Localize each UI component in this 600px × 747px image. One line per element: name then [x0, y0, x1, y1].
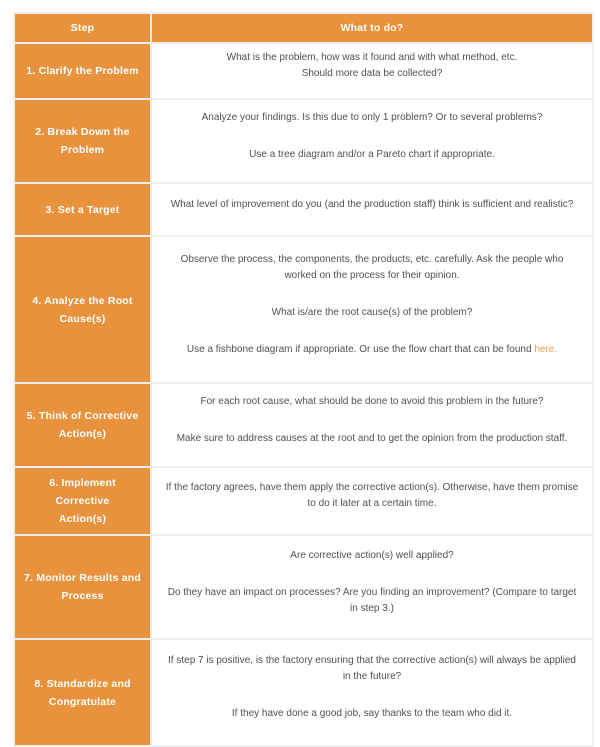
table-row [14, 236, 593, 383]
todo-cell-3 [151, 183, 593, 236]
problem-solving-steps-table [13, 12, 594, 747]
step-label: 4. Analyze the Root [32, 294, 133, 307]
step-cell-2 [14, 99, 151, 183]
step-label: 5. Think of Corrective [26, 410, 139, 422]
step-label: Action(s) [58, 513, 107, 525]
step-cell-7 [14, 535, 151, 639]
todo-text: If they have done a good job, say thanks to the team who did it. [231, 708, 513, 719]
todo-cell-6 [151, 467, 593, 535]
table-row [14, 639, 593, 746]
todo-text: Are corrective action(s) well applied? [290, 549, 454, 561]
todo-text: Use a fishbone diagram if appropriate. Or use the flow chart that can be found here. [186, 343, 558, 355]
todo-text: Make sure to address causes at the root and to get the opinion from the production staff. [176, 432, 568, 444]
todo-cell-1 [151, 43, 593, 99]
step-cell-3 [14, 183, 151, 236]
table-row [14, 99, 593, 183]
step-label: 6. Implement Corrective [49, 477, 116, 507]
todo-text: Analyze your findings. Is this due to only 1 problem? Or to several problems? [201, 111, 543, 123]
step-cell-8 [14, 639, 151, 746]
todo-text: If the factory agrees, have them apply the corrective action(s). Otherwise, have them promise to do it later at a certain time. [165, 482, 579, 509]
step-label: Problem [60, 144, 105, 156]
todo-cell-5 [151, 383, 593, 467]
table-row [14, 183, 593, 236]
column-header-what-to-do: What to do? [151, 13, 593, 43]
todo-text: Observe the process, the components, the products, etc. carefully. Ask the people who worked on the process for their opinion. [180, 253, 564, 281]
todo-cell-7 [151, 535, 593, 639]
todo-text: What is/are the root cause(s) of the problem? [271, 306, 473, 318]
header-row [14, 13, 593, 43]
todo-text: Use a tree diagram and/or a Pareto chart if appropriate. [249, 148, 495, 160]
table-row [14, 43, 593, 99]
step-cell-6 [14, 467, 151, 535]
todo-cell-2 [151, 99, 593, 183]
todo-cell-8 [151, 639, 593, 746]
todo-cell-4 [151, 236, 593, 383]
step-label: Congratulate [48, 695, 117, 708]
step-label: Action(s) [58, 428, 107, 440]
table-row [14, 383, 593, 467]
step-cell-4 [14, 236, 151, 383]
todo-text: For each root cause, what should be done to avoid this problem in the future? [200, 395, 544, 407]
step-label: 3. Set a Target [45, 203, 120, 216]
step-label: 2. Break Down the [35, 126, 130, 138]
column-header-step: Step [14, 13, 151, 43]
step-cell-5 [14, 383, 151, 467]
step-cell-1 [14, 43, 151, 99]
step-label: 1. Clarify the Problem [26, 65, 139, 77]
step-label: Process [61, 590, 104, 602]
step-label: 7. Monitor Results and [24, 572, 141, 584]
todo-text: Should more data be collected? [301, 68, 443, 79]
todo-text: What is the problem, how was it found and with what method, etc. [226, 52, 518, 63]
todo-text: If step 7 is positive, is the factory ensuring that the corrective action(s) will always be applied in the future? [168, 655, 576, 682]
todo-text: Do they have an impact on processes? Are you finding an improvement? (Compare to target in step 3.) [167, 586, 577, 614]
step-label: Cause(s) [59, 312, 106, 325]
todo-text: What level of improvement do you (and the production staff) think is sufficient and realistic? [170, 198, 574, 210]
here-link[interactable]: here. [534, 343, 558, 355]
table-row [14, 535, 593, 639]
table-row [14, 467, 593, 535]
step-label: 8. Standardize and [34, 677, 131, 690]
